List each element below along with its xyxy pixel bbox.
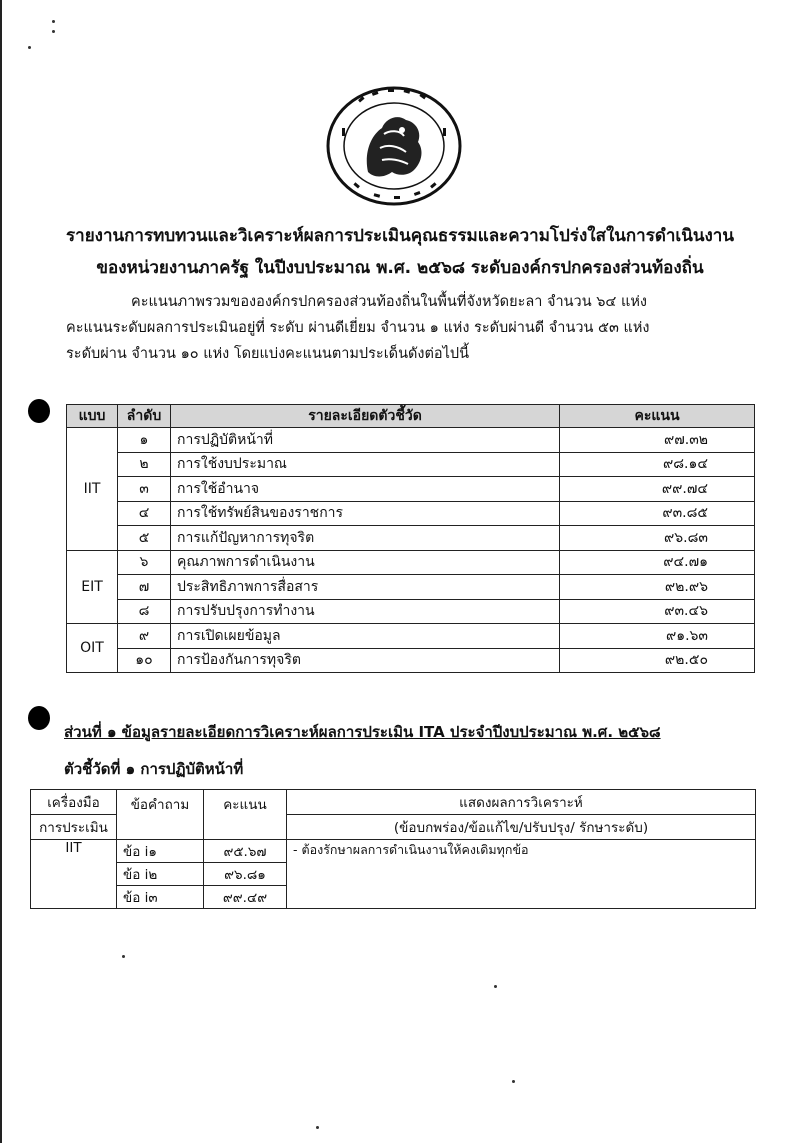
table-row: [67, 648, 755, 673]
header-order: ลำดับ: [118, 405, 171, 428]
row-score: ๙๑.๖๓: [560, 624, 755, 649]
row-detail: การป้องกันการทุจริต: [171, 648, 560, 673]
score-cell: ๙๕.๖๗: [204, 840, 287, 863]
row-number: ๑: [118, 428, 171, 453]
report-title-line1: รายงานการทบทวนและวิเคราะห์ผลการประเมินคุณธรรมและความโปร่งใสในการดำเนินงาน: [66, 226, 734, 246]
table-header-row: [67, 405, 755, 428]
tool-cell: IIT: [31, 840, 117, 909]
question-cell: ข้อ i๒: [117, 863, 204, 886]
row-score: ๙๗.๓๒: [560, 428, 755, 453]
row-detail: การปฏิบัติหน้าที่: [171, 428, 560, 453]
indicator-heading: ตัวชี้วัดที่ ๑ การปฏิบัติหน้าที่: [64, 760, 244, 778]
scan-speck: [52, 30, 55, 33]
row-detail: การปรับปรุงการทำงาน: [171, 599, 560, 624]
row-number: ๔: [118, 501, 171, 526]
header-score: คะแนน: [204, 790, 287, 840]
group-label-eit: EIT: [67, 550, 118, 624]
intro-line2: คะแนนระดับผลการประเมินอยู่ที่ ระดับ ผ่านดีเยี่ยม จำนวน ๑ แห่ง ระดับผ่านดี จำนวน ๕๓ แห่ง: [66, 320, 650, 336]
row-score: ๙๒.๙๖: [560, 575, 755, 600]
header-detail: รายละเอียดตัวชี้วัด: [171, 405, 560, 428]
department-seal-logo: [324, 84, 464, 208]
row-number: ๖: [118, 550, 171, 575]
header-tool-line2: การประเมิน: [31, 815, 117, 840]
header-score: คะแนน: [560, 405, 755, 428]
row-number: ๘: [118, 599, 171, 624]
bullet-marker: [28, 706, 50, 730]
question-cell: ข้อ i๑: [117, 840, 204, 863]
row-number: ๕: [118, 526, 171, 551]
group-label-oit: OIT: [67, 624, 118, 673]
row-detail: คุณภาพการดำเนินงาน: [171, 550, 560, 575]
row-score: ๙๔.๗๑: [560, 550, 755, 575]
row-score: ๙๓.๘๕: [560, 501, 755, 526]
header-question: ข้อคำถาม: [117, 790, 204, 840]
row-detail: การใช้ทรัพย์สินของราชการ: [171, 501, 560, 526]
table-row: [67, 501, 755, 526]
row-detail: ประสิทธิภาพการสื่อสาร: [171, 575, 560, 600]
summary-score-table: [66, 404, 755, 673]
table-header-row: [31, 790, 756, 815]
table-row: [67, 599, 755, 624]
table-row: [67, 550, 755, 575]
table-row: [67, 624, 755, 649]
row-detail: การใช้อำนาจ: [171, 477, 560, 502]
score-cell: ๙๖.๘๑: [204, 863, 287, 886]
row-score: ๙๖.๘๓: [560, 526, 755, 551]
table-row: [31, 840, 756, 863]
row-number: ๒: [118, 452, 171, 477]
scan-speck: [494, 985, 497, 988]
row-detail: การใช้งบประมาณ: [171, 452, 560, 477]
scan-speck: [512, 1080, 515, 1083]
bullet-marker: [28, 399, 50, 423]
analysis-cell: - ต้องรักษาผลการดำเนินงานให้คงเดิมทุกข้อ: [287, 840, 756, 909]
table-row: [67, 526, 755, 551]
analysis-detail-table: [30, 789, 756, 909]
scan-speck: [52, 20, 55, 23]
row-score: ๙๙.๗๔: [560, 477, 755, 502]
row-detail: การเปิดเผยข้อมูล: [171, 624, 560, 649]
scan-speck: [316, 1126, 319, 1129]
scan-speck: [122, 955, 125, 958]
row-number: ๙: [118, 624, 171, 649]
row-score: ๙๘.๑๔: [560, 452, 755, 477]
header-type: แบบ: [67, 405, 118, 428]
header-tool-line1: เครื่องมือ: [47, 795, 100, 811]
row-number: ๗: [118, 575, 171, 600]
question-cell: ข้อ i๓: [117, 886, 204, 909]
intro-line1: คะแนนภาพรวมขององค์กรปกครองส่วนท้องถิ่นในพื้นที่จังหวัดยะลา จำนวน ๖๔ แห่ง: [131, 294, 647, 310]
scan-speck: [28, 46, 31, 49]
score-cell: ๙๙.๔๙: [204, 886, 287, 909]
table-row: [67, 477, 755, 502]
intro-line3: ระดับผ่าน จำนวน ๑๐ แห่ง โดยแบ่งคะแนนตามประเด็นดังต่อไปนี้: [66, 346, 470, 362]
table-row: [67, 428, 755, 453]
scan-edge: [0, 0, 2, 1143]
report-title-line2: ของหน่วยงานภาครัฐ ในปีงบประมาณ พ.ศ. ๒๕๖๘ ระดับองค์กรปกครองส่วนท้องถิ่น: [96, 258, 704, 278]
table-row: [67, 452, 755, 477]
header-tool: [31, 790, 117, 815]
header-result: แสดงผลการวิเคราะห์: [287, 790, 756, 815]
table-row: [67, 575, 755, 600]
row-number: ๓: [118, 477, 171, 502]
section1-heading: ส่วนที่ ๑ ข้อมูลรายละเอียดการวิเคราะห์ผลการประเมิน ITA ประจำปีงบประมาณ พ.ศ. ๒๕๖๘: [64, 723, 661, 741]
row-number: ๑๐: [118, 648, 171, 673]
row-detail: การแก้ปัญหาการทุจริต: [171, 526, 560, 551]
row-score: ๙๒.๕๐: [560, 648, 755, 673]
header-result-sub: (ข้อบกพร่อง/ข้อแก้ไข/ปรับปรุง/ รักษาระดับ): [287, 815, 756, 840]
group-label-iit: IIT: [67, 428, 118, 551]
row-score: ๙๓.๔๖: [560, 599, 755, 624]
